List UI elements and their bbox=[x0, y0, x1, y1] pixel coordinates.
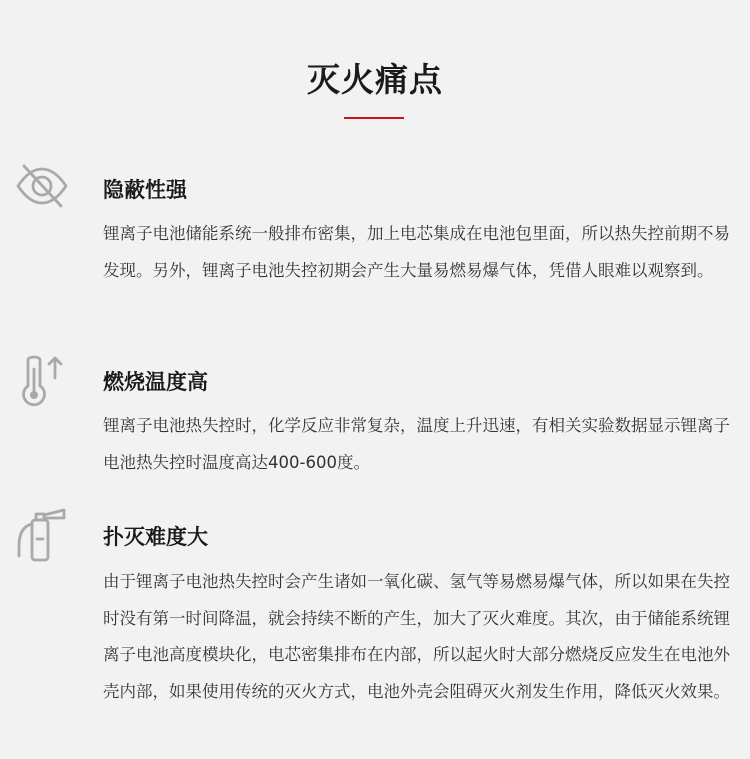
section-body: 锂离子电池储能系统一般排布密集，加上电芯集成在电池包里面，所以热失控前期不易发现。另外，锂离子电池失控初期会产生大量易燃易爆气体，凭借人眼难以观察到。 bbox=[103, 224, 730, 280]
title-underline bbox=[344, 117, 404, 119]
section-heading: 燃烧温度高 bbox=[103, 370, 208, 394]
section-body: 锂离子电池热失控时，化学反应非常复杂，温度上升迅速，有相关实验数据显示锂离子电池热失控时温度高达400-600度。 bbox=[103, 416, 730, 472]
thermometer-rising-icon bbox=[14, 352, 70, 408]
section-body: 由于锂离子电池热失控时会产生诸如一氧化碳、氢气等易燃易爆气体，所以如果在失控时没有第一时间降温，就会持续不断的产生，加大了灭火难度。其次，由于储能系统锂离子电池高度模块化，电芯密集排布在内部，所以起火时大部分燃烧反应发生在电池外壳内部，如果使用传统的灭火方式，电池外壳会阻碍灭火剂发生作用，降低灭火效果。 bbox=[103, 572, 730, 701]
section-heading: 扑灭难度大 bbox=[103, 525, 208, 549]
fire-extinguisher-icon bbox=[14, 506, 70, 562]
section-heading: 隐蔽性强 bbox=[103, 178, 187, 202]
page-title: 灭火痛点 bbox=[307, 60, 443, 99]
eye-slash-icon bbox=[14, 158, 70, 214]
